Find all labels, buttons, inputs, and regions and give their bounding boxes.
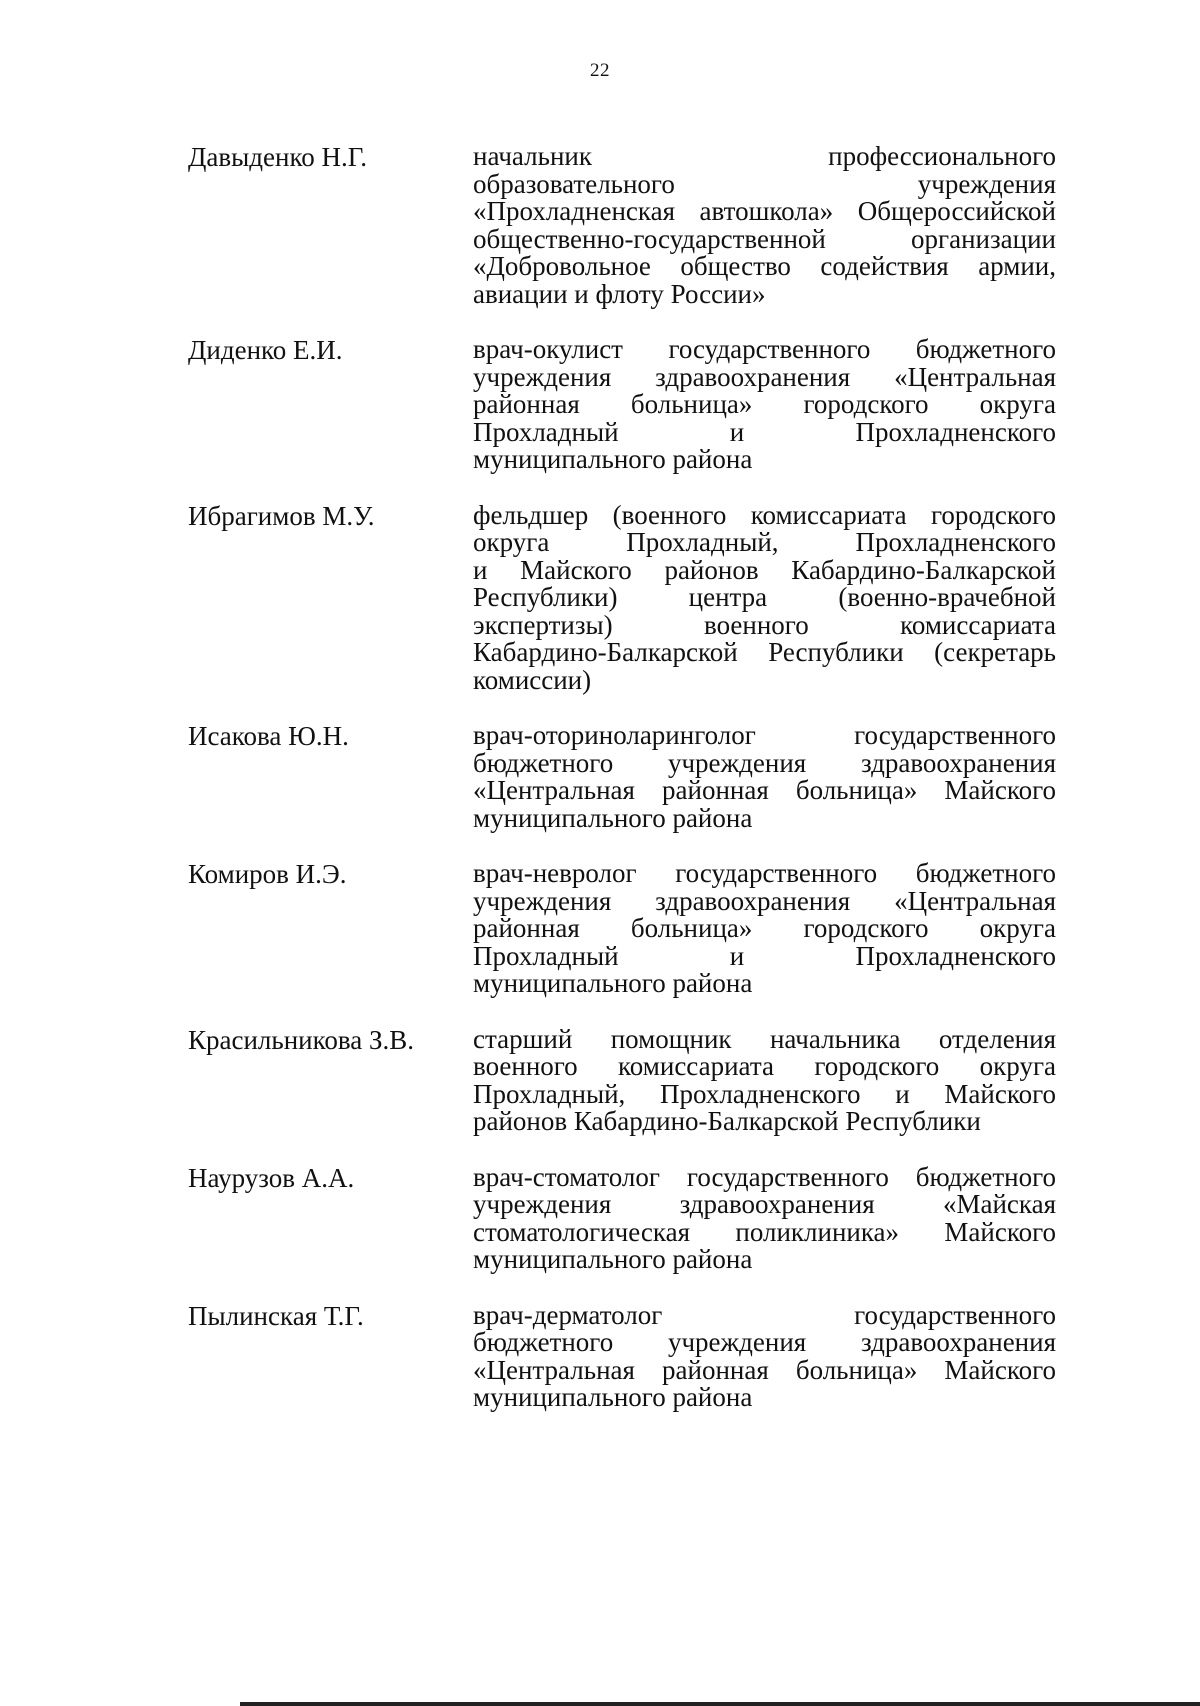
list-item xyxy=(188,499,1056,695)
position-line: старший помощник начальника отделения xyxy=(473,1023,1056,1054)
list-item xyxy=(188,336,1056,474)
member-position xyxy=(473,336,1056,474)
member-name: Красильникова З.В. xyxy=(188,1024,415,1055)
position-line: врач-стоматолог государственного бюджетного xyxy=(473,1161,1056,1192)
position-line: врач-оториноларинголог государственного xyxy=(473,720,1056,750)
position-line: врач-окулист государственного бюджетного xyxy=(473,334,1056,364)
position-line: врач-невролог государственного бюджетного xyxy=(473,858,1056,888)
position-line: районная больница» городского округа xyxy=(473,913,1056,943)
position-line: и Майского районов Кабардино-Балкарской xyxy=(473,554,1056,585)
position-line: Республики) центра (военно-врачебной xyxy=(473,582,1056,612)
list-item xyxy=(188,1299,1056,1412)
position-line: муниципального района xyxy=(473,1382,753,1412)
position-line: бюджетного учреждения здравоохранения xyxy=(473,747,1056,778)
position-line: экспертизы) военного комиссариата xyxy=(473,609,1056,640)
position-line: Кабардино-Балкарской Республики (секретарь xyxy=(473,637,1056,667)
member-position xyxy=(473,860,1056,998)
position-line: образовательного учреждения xyxy=(473,168,1056,199)
position-line: «Прохладненская автошкола» Общероссийской xyxy=(473,196,1056,226)
member-position xyxy=(473,1023,1056,1136)
list-item xyxy=(188,1161,1056,1274)
position-line: учреждения здравоохранения «Центральная xyxy=(473,885,1056,916)
member-list xyxy=(188,143,1056,1412)
position-line: «Центральная районная больница» Майского xyxy=(473,1354,1056,1385)
position-line: Прохладный и Прохладненского xyxy=(473,416,1056,447)
position-line: районная больница» городского округа xyxy=(473,389,1056,419)
member-name: Наурузов А.А. xyxy=(188,1162,355,1193)
list-item xyxy=(188,1023,1056,1136)
member-name: Диденко Е.И. xyxy=(188,335,343,365)
position-line: фельдшер (военного комиссариата городского xyxy=(473,499,1056,530)
member-name: Давыденко Н.Г. xyxy=(188,142,368,172)
position-line: военного комиссариата городского округа xyxy=(473,1051,1056,1081)
page-number: 22 xyxy=(590,60,610,81)
position-line: комиссии) xyxy=(473,664,592,695)
position-line: начальник профессионального xyxy=(473,141,1056,171)
position-line: Прохладный и Прохладненского xyxy=(473,940,1056,971)
member-position xyxy=(473,143,1056,308)
position-line: районов Кабардино-Балкарской Республики xyxy=(473,1106,981,1136)
position-line: муниципального района xyxy=(473,968,753,998)
position-line: «Добровольное общество содействия армии, xyxy=(473,251,1056,281)
scan-edge-line xyxy=(0,1702,1200,1706)
position-line: муниципального района xyxy=(473,444,753,474)
member-name: Комиров И.Э. xyxy=(188,859,347,889)
member-position xyxy=(473,499,1056,695)
member-position xyxy=(473,1299,1056,1412)
list-item xyxy=(188,860,1056,998)
position-line: учреждения здравоохранения «Майская xyxy=(473,1189,1056,1219)
position-line: бюджетного учреждения здравоохранения xyxy=(473,1327,1056,1357)
member-name: Исакова Ю.Н. xyxy=(188,721,349,751)
member-name: Пылинская Т.Г. xyxy=(188,1300,364,1331)
position-line: округа Прохладный, Прохладненского xyxy=(473,527,1056,557)
list-item xyxy=(188,722,1056,832)
position-line: стоматологическая поликлиника» Майского xyxy=(473,1216,1056,1247)
position-line: Прохладный, Прохладненского и Майского xyxy=(473,1078,1056,1109)
member-position xyxy=(473,722,1056,832)
position-line: врач-дерматолог государственного xyxy=(473,1299,1056,1330)
list-item xyxy=(188,143,1056,308)
member-name: Ибрагимов М.У. xyxy=(188,500,375,531)
position-line: общественно-государственной организации xyxy=(473,223,1056,254)
position-line: муниципального района xyxy=(473,802,753,833)
position-line: «Центральная районная больница» Майского xyxy=(473,775,1056,805)
position-line: учреждения здравоохранения «Центральная xyxy=(473,361,1056,392)
member-position xyxy=(473,1161,1056,1274)
position-line: авиации и флоту России» xyxy=(473,278,766,309)
position-line: муниципального района xyxy=(473,1244,753,1274)
